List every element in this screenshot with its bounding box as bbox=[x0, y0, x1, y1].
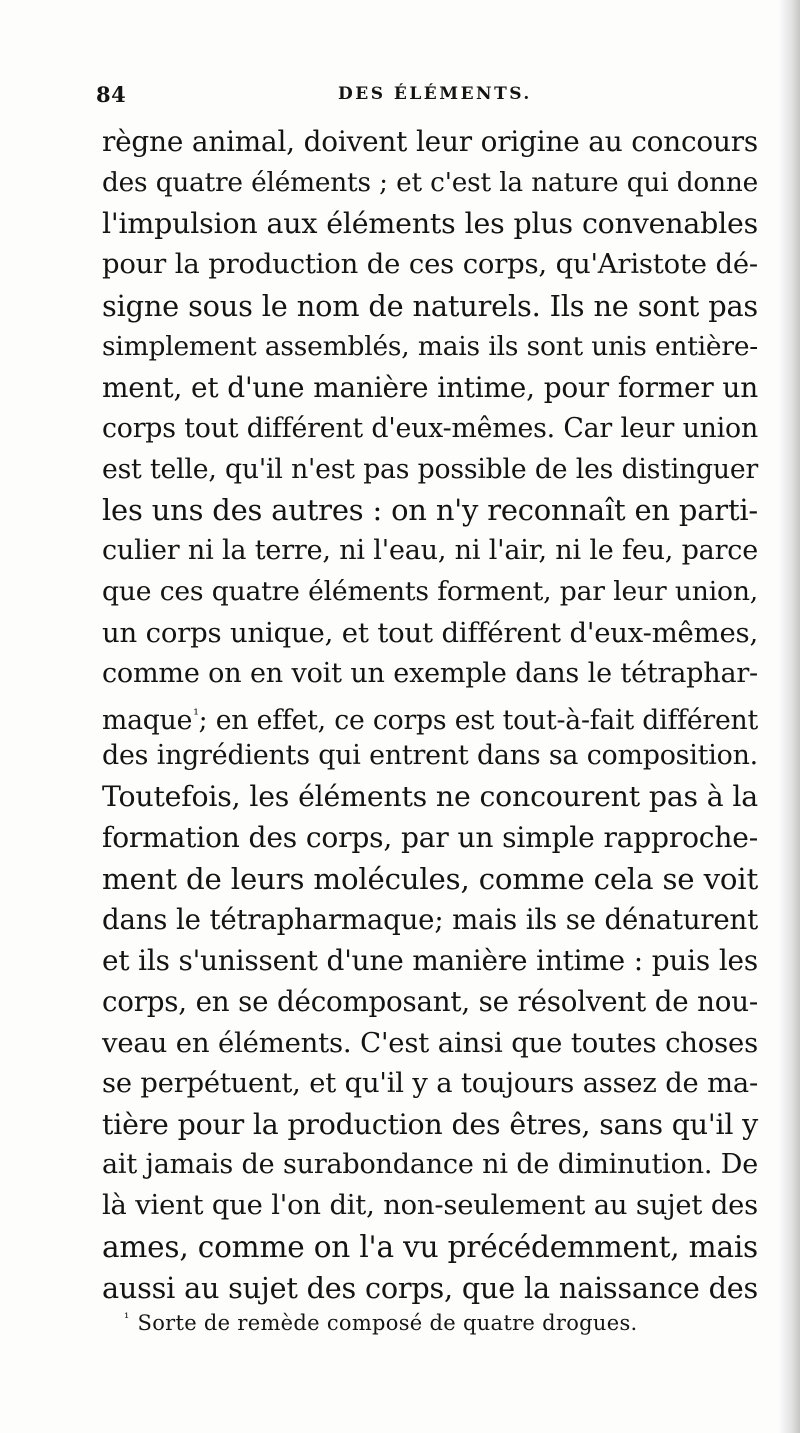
line-start: maque bbox=[102, 705, 193, 737]
text-line: l'impulsion aux éléments les plus convenables bbox=[102, 206, 758, 240]
running-title: DES ÉLÉMENTS. bbox=[338, 84, 532, 104]
text-line: pour la production de ces corps, qu'Aristote dé- bbox=[102, 248, 758, 280]
text-line: formation des corps, par un simple rapproche- bbox=[102, 820, 758, 854]
text-line: dans le tétrapharmaque; mais ils se dénaturent bbox=[102, 902, 758, 936]
text-line: règne animal, doivent leur origine au concours bbox=[102, 125, 758, 158]
text-line: ment de leurs molécules, comme cela se voit bbox=[102, 861, 758, 896]
text-line: aussi au sujet des corps, que la naissance des bbox=[102, 1271, 758, 1306]
body-text bbox=[102, 122, 758, 1309]
text-line: culier ni la terre, ni l'eau, ni l'air, ni le feu, parce bbox=[102, 535, 758, 567]
text-line: des ingrédients qui entrent dans sa composition. bbox=[102, 740, 758, 772]
text-line: se perpétuent, et qu'il y a toujours assez de ma- bbox=[102, 1067, 758, 1099]
text-line: un corps unique, et tout différent d'eux-mêmes, bbox=[102, 617, 758, 650]
footnote-reference[interactable]: ¹ bbox=[193, 707, 199, 724]
text-line: que ces quatre éléments forment, par leur union, bbox=[102, 576, 758, 608]
text-line: corps, en se décomposant, se résolvent de nou- bbox=[102, 984, 758, 1018]
text-line: simplement assemblés, mais ils sont unis entière- bbox=[102, 330, 758, 362]
text-line: est telle, qu'il n'est pas possible de les distinguer bbox=[102, 453, 758, 485]
page-header bbox=[96, 82, 736, 112]
text-line: ait jamais de surabondance ni de diminution. De bbox=[102, 1149, 758, 1181]
text-line: ment, et d'une manière intime, pour former un bbox=[102, 370, 758, 404]
page-edge-shadow bbox=[778, 0, 800, 1433]
text-line: corps tout différent d'eux-mêmes. Car leur union bbox=[102, 412, 758, 444]
text-line: signe sous le nom de naturels. Ils ne sont pas bbox=[102, 288, 758, 323]
text-line: comme on en voit un exemple dans le tétraphar- bbox=[102, 658, 758, 690]
text-line: Toutefois, les éléments ne concourent pas à la bbox=[102, 780, 758, 813]
text-line: veau en éléments. C'est ainsi que toutes choses bbox=[102, 1026, 758, 1059]
text-line: tière pour la production des êtres, sans qu'il y bbox=[102, 1107, 758, 1141]
text-line: des quatre éléments ; et c'est la nature qui donne bbox=[102, 167, 758, 198]
text-line: et ils s'unissent d'une manière intime : puis les bbox=[102, 943, 758, 977]
text-line-with-footnote-ref bbox=[102, 695, 758, 736]
text-line: les uns des autres : on n'y reconnaît en parti- bbox=[102, 493, 758, 528]
footnote bbox=[124, 1311, 638, 1335]
text-line: là vient que l'on dit, non-seulement au sujet des bbox=[102, 1190, 758, 1222]
footnote-text: Sorte de remède composé de quatre drogues. bbox=[137, 1311, 638, 1335]
line-end: ; en effet, ce corps est tout-à-fait différent bbox=[198, 705, 758, 737]
page-number: 84 bbox=[96, 82, 127, 107]
text-line: ames, comme on l'a vu précédemment, mais bbox=[102, 1230, 758, 1265]
footnote-marker: ¹ bbox=[124, 1311, 130, 1326]
